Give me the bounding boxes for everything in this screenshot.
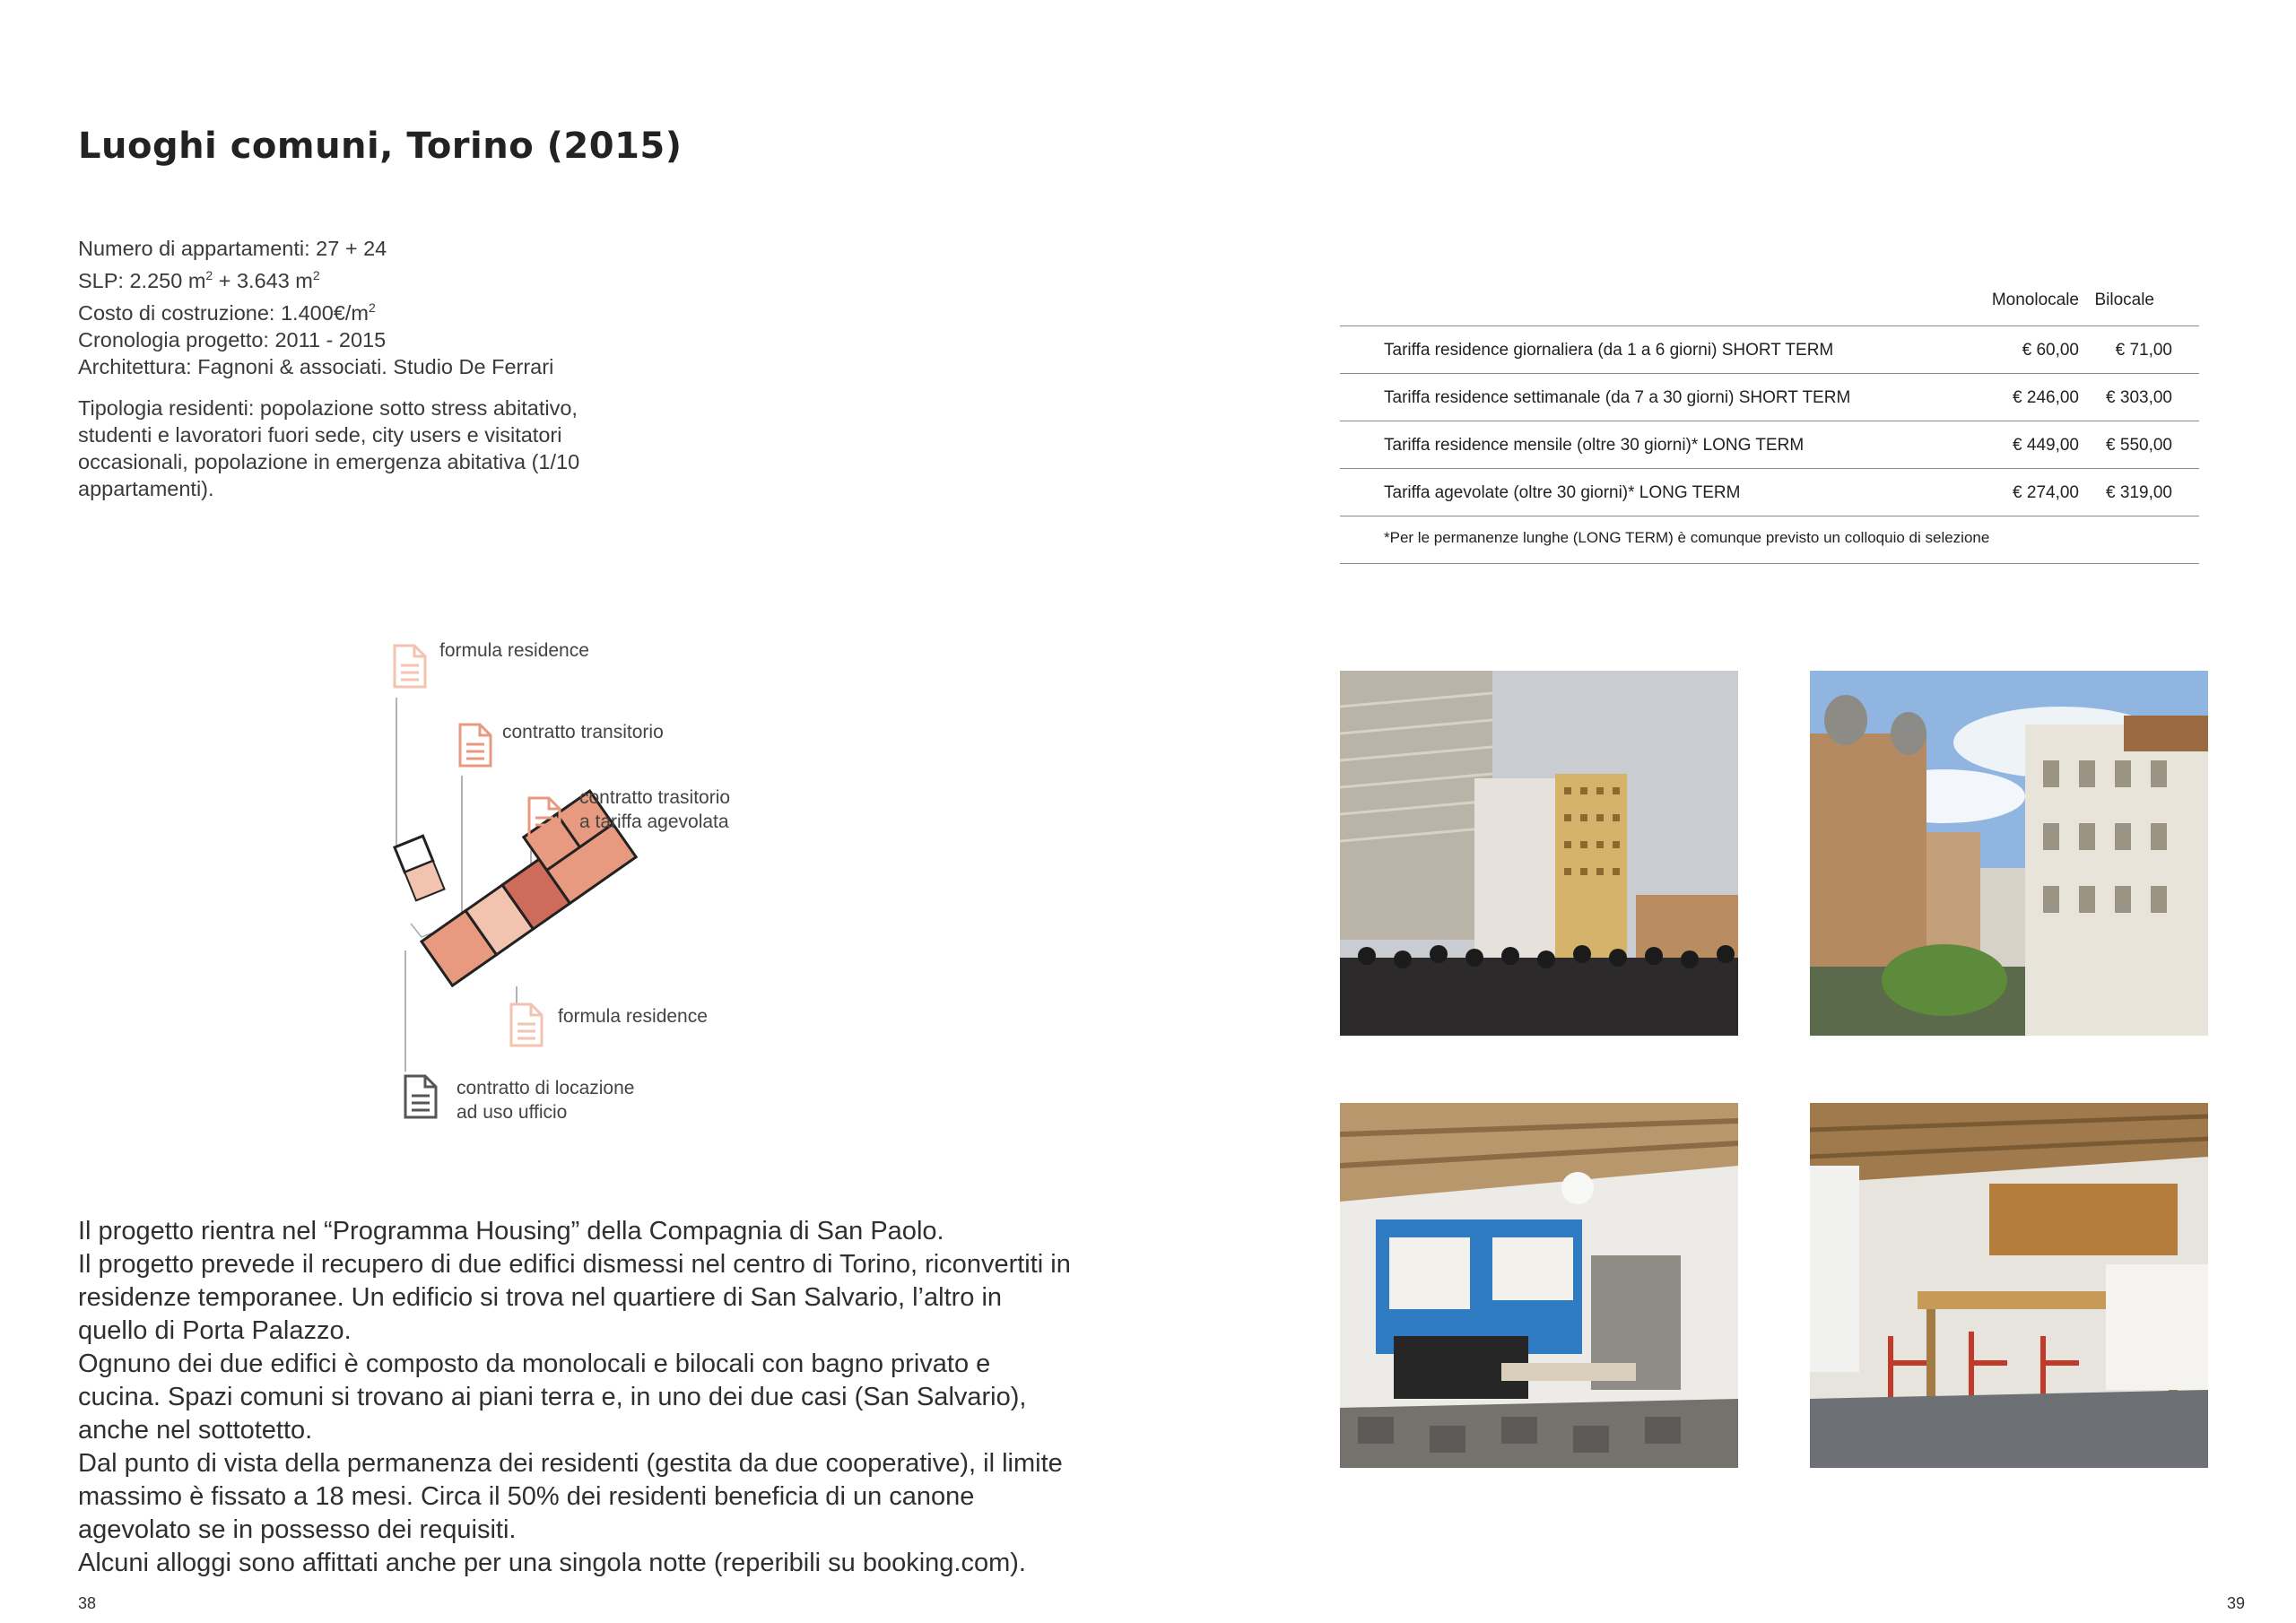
photo-kitchen xyxy=(1810,1103,2208,1468)
label-formula-residence-1: formula residence xyxy=(439,640,589,661)
tariff-header xyxy=(1340,285,2199,326)
tariff-mono: € 274,00 xyxy=(2013,483,2079,502)
description-para: Ognuno dei due edifici è composto da monolocali e bilocali con bagno privato e cucina. Spazi comuni si trovano ai piani terra e, in uno dei due casi (San Salvario), anche nel sottotetto. xyxy=(78,1350,1027,1445)
tariff-label: Tariffa residence mensile (oltre 30 giorni)* LONG TERM xyxy=(1384,436,1805,455)
doc-icon-5 xyxy=(405,1076,436,1117)
col-bilocale: Bilocale xyxy=(2094,291,2154,309)
photo-living-room xyxy=(1340,1103,1738,1468)
diagram-graphic xyxy=(359,628,789,1148)
page-title: Luoghi comuni, Torino (2015) xyxy=(78,126,683,167)
label-contratto-transitorio: contratto transitorio xyxy=(502,722,664,742)
tariff-bi: € 71,00 xyxy=(2115,341,2172,360)
project-description xyxy=(78,1215,1074,1580)
description-para: Il progetto prevede il recupero di due edifici dismessi nel centro di Torino, riconvertiti in residenze temporanee. Un edificio si trova nel quartiere di San Salvario, l’altro in quello di Porta Palazzo. xyxy=(78,1250,1071,1345)
spec-cost: Costo di costruzione: $1.400€/m^2$ xyxy=(78,299,376,325)
label-contratto-agevolata: contratto trasitorio a tariffa agevolata xyxy=(579,787,731,832)
tariff-mono: € 246,00 xyxy=(2013,388,2079,407)
tariff-table xyxy=(1340,285,2199,564)
tariff-row xyxy=(1340,469,2199,516)
spec-architecture: Architettura: Fagnoni & associati. Studio De Ferrari xyxy=(78,354,554,378)
description-para: Alcuni alloggi sono affittati anche per una singola notte (reperibili su booking.com). xyxy=(78,1549,1026,1577)
tariff-row xyxy=(1340,374,2199,421)
tariff-bi: € 550,00 xyxy=(2106,436,2172,455)
photo-building-exterior xyxy=(1340,671,1738,1036)
project-specs xyxy=(78,235,553,380)
doc-icon-4 xyxy=(511,1004,542,1046)
col-monolocale: Monolocale xyxy=(1991,291,2079,309)
photo-synagogue-view xyxy=(1810,671,2208,1036)
tariff-mono: € 449,00 xyxy=(2013,436,2079,455)
spec-apartments: Numero di appartamenti: 27 + 24 xyxy=(78,237,387,260)
tariff-mono: € 60,00 xyxy=(2022,341,2079,360)
label-formula-residence-2: formula residence xyxy=(558,1006,708,1027)
description-para: Il progetto rientra nel “Programma Housing” della Compagnia di San Paolo. xyxy=(78,1217,944,1245)
page-number-left: 38 xyxy=(78,1594,97,1612)
building-small-icon xyxy=(395,836,444,900)
residents-typology: Tipologia residenti: popolazione sotto stress abitativo, studenti e lavoratori fuori sede, city users e visitatori occasionali, popolazione in emergenza abitativa (1/10 appartamenti). xyxy=(78,396,580,500)
tariff-bi: € 319,00 xyxy=(2106,483,2172,502)
doc-icon-2 xyxy=(460,725,491,766)
spec-timeline: Cronologia progetto: 2011 - 2015 xyxy=(78,327,387,352)
spec-slp: SLP: 2.250 $m^2 + 3.643$ $m^2$ xyxy=(78,268,320,292)
contract-diagram xyxy=(359,628,789,1148)
tariff-note-text: *Per le permanenze lunghe (LONG TERM) è comunque previsto un colloquio di selezione xyxy=(1384,529,1990,546)
tariff-row xyxy=(1340,326,2199,374)
tariff-note xyxy=(1340,516,2199,564)
page-number-right: 39 xyxy=(2227,1594,2246,1612)
tariff-label: Tariffa residence settimanale (da 7 a 30 giorni) SHORT TERM xyxy=(1384,388,1851,407)
tariff-label: Tariffa agevolate (oltre 30 giorni)* LONG TERM xyxy=(1384,483,1741,502)
tariff-bi: € 303,00 xyxy=(2106,388,2172,407)
tariff-label: Tariffa residence giornaliera (da 1 a 6 giorni) SHORT TERM xyxy=(1384,341,1834,360)
description-para: Dal punto di vista della permanenza dei residenti (gestita da due cooperative), il limite massimo è fissato a 18 mesi. Circa il 50% dei residenti beneficia di un canone agevolato se in possesso dei requisiti. xyxy=(78,1449,1063,1544)
tariff-row xyxy=(1340,421,2199,469)
doc-icon-1 xyxy=(395,646,425,687)
label-contratto-ufficio: contratto di locazione ad uso ufficio xyxy=(457,1078,635,1123)
